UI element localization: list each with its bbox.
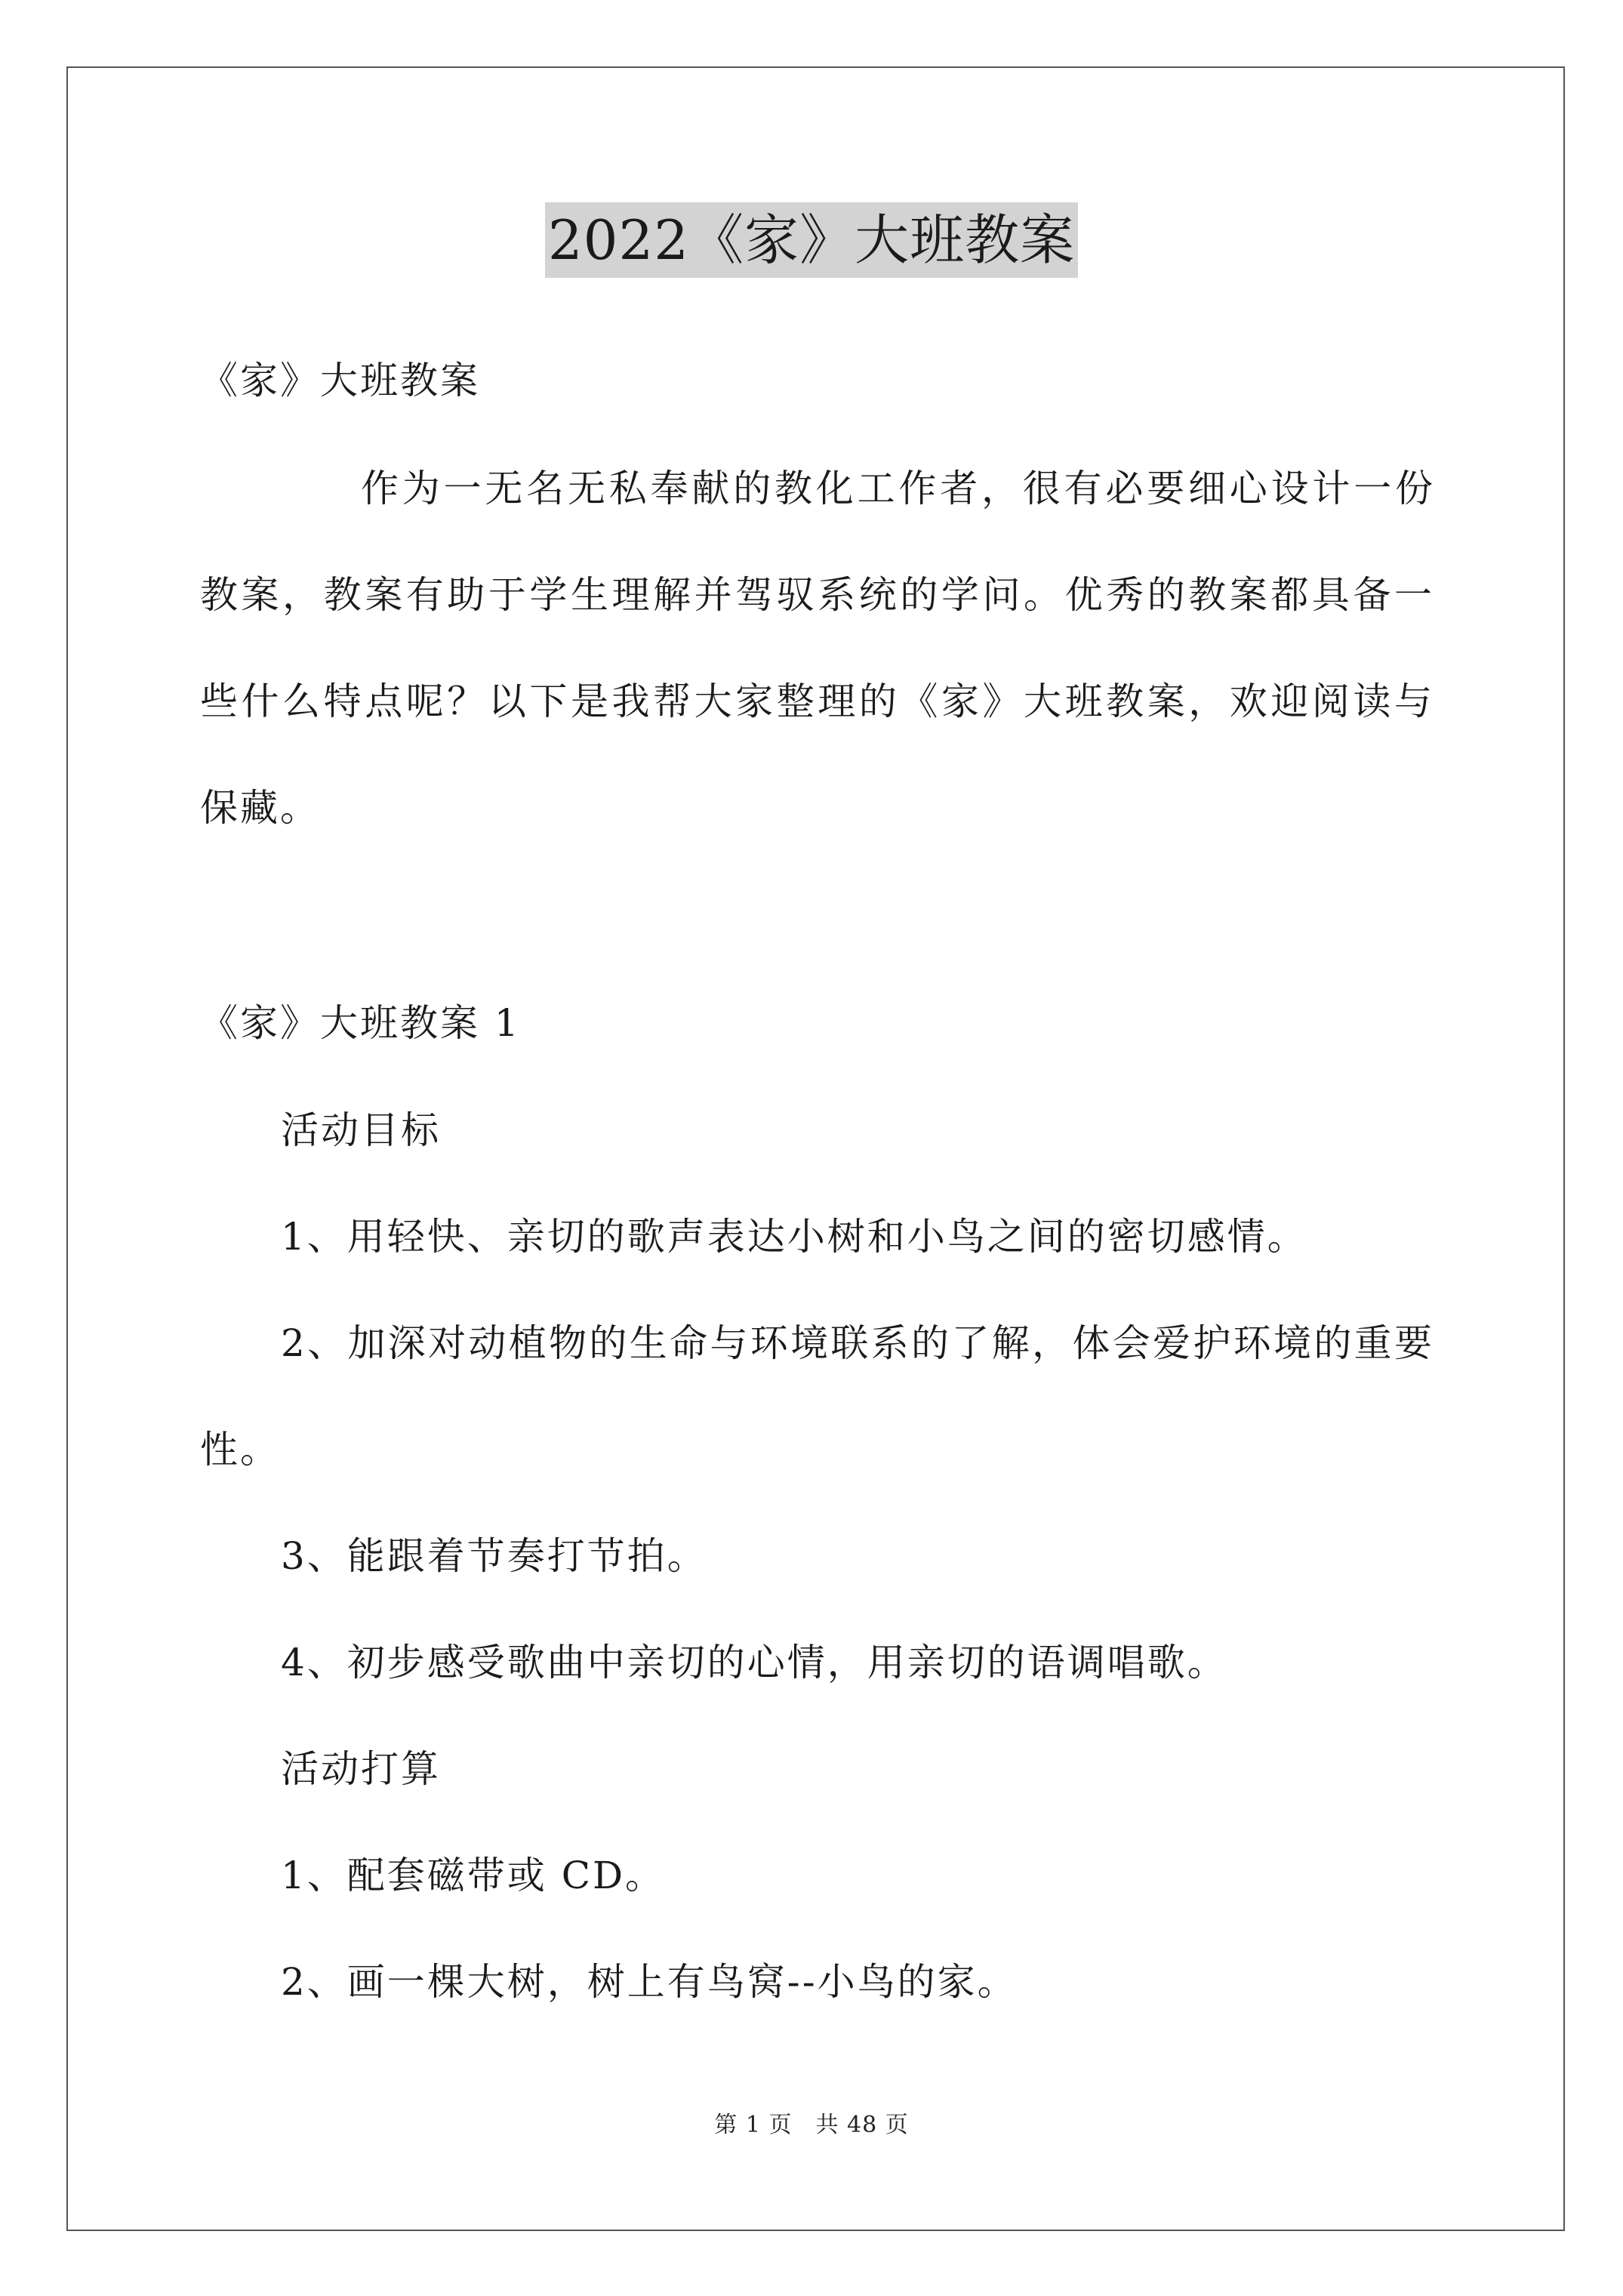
intro-line-2: 教案，教案有助于学生理解并驾驭系统的学问。优秀的教案都具备一 — [200, 573, 1432, 617]
page-footer: 第 1 页 共 48 页 — [714, 2112, 909, 2138]
goal-item-3: 3、能跟着节奏打节拍。 — [281, 1534, 707, 1578]
intro-line-4: 保藏。 — [200, 786, 320, 830]
document-title: 2022《家》大班教案 — [545, 202, 1078, 278]
intro-line-3: 些什么特点呢？以下是我帮大家整理的《家》大班教案，欢迎阅读与 — [200, 680, 1432, 723]
goal-item-4: 4、初步感受歌曲中亲切的心情，用亲切的语调唱歌。 — [281, 1641, 1227, 1684]
prep-item-2: 2、画一棵大树，树上有鸟窝--小鸟的家。 — [281, 1960, 1018, 2004]
section-heading: 《家》大班教案 1 — [200, 1001, 521, 1045]
prep-item-1: 1、配套磁带或 CD。 — [281, 1854, 666, 1897]
goal-item-2-continued: 性。 — [200, 1428, 280, 1472]
goal-item-2: 2、加深对动植物的生命与环境联系的了解，体会爱护环境的重要 — [281, 1321, 1432, 1365]
subtitle: 《家》大班教案 — [200, 359, 480, 402]
prep-heading: 活动打算 — [281, 1747, 441, 1791]
goals-heading: 活动目标 — [281, 1108, 441, 1152]
intro-line-1: 作为一无名无私奉献的教化工作者，很有必要细心设计一份 — [361, 467, 1433, 510]
title-container — [0, 202, 1623, 278]
goal-item-1: 1、用轻快、亲切的歌声表达小树和小鸟之间的密切感情。 — [281, 1215, 1307, 1259]
